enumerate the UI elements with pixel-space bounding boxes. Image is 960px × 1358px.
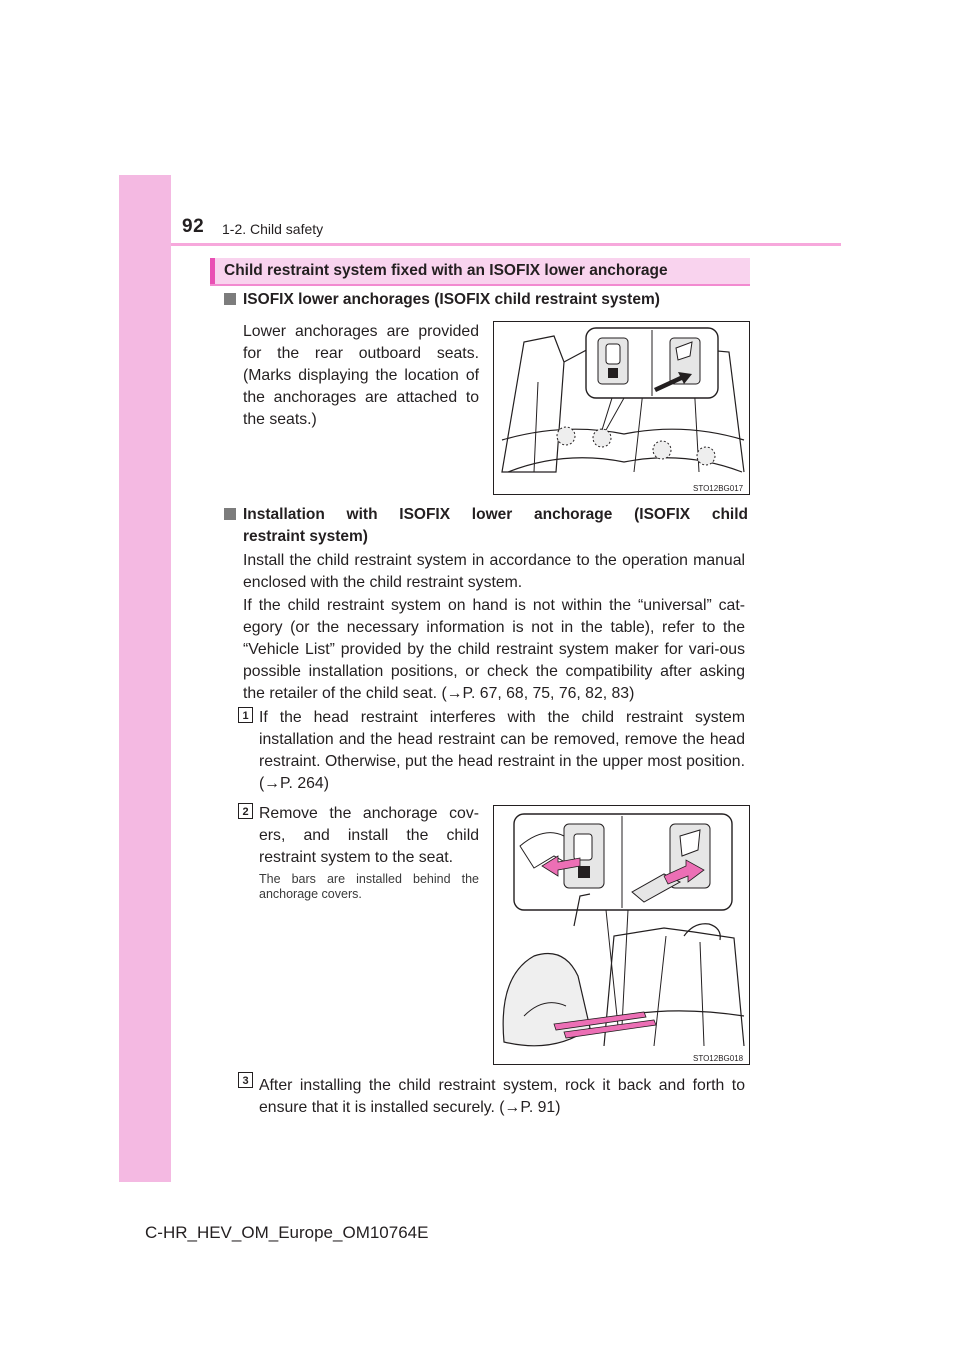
- page-number: 92: [182, 216, 205, 237]
- chapter-side-band: [119, 175, 171, 1182]
- step-2-text: Remove the anchorage cov-ers, and install the child restraint system to the seat.: [259, 805, 479, 866]
- installation-heading-line1: [224, 504, 748, 526]
- square-bullet-icon: [224, 293, 236, 305]
- section-title: Child restraint system fixed with an ISOFIX lower anchorage: [224, 262, 668, 279]
- universal-note: If the child restraint system on hand is not within the “universal” cat-egory (or the necessary information is not in the table), refer to the “Vehicle List” provided by the child restraint system maker for vari-ous possible installation positions, or check the compatibility after asking the retailer of the child seat. (→P. 67, 68, 75, 76, 82, 83): [243, 597, 745, 702]
- figure-code: STO12BG017: [693, 484, 744, 493]
- step-3-text: After installing the child restraint system, rock it back and forth to ensure that it is installed securely. (→P. 91): [259, 1077, 745, 1116]
- step-2-note: The bars are installed behind the anchorage covers.: [259, 872, 479, 901]
- isofix-heading: [224, 289, 660, 311]
- isofix-anchor-figure: [493, 321, 750, 495]
- install-child-seat-figure: [493, 805, 750, 1065]
- installation-heading-text: Installation with ISOFIX lower anchorage (ISOFIX child: [243, 506, 748, 523]
- child-seat-installation-illustration: [494, 806, 751, 1066]
- step-number-2: 2: [238, 803, 253, 819]
- installation-intro: Install the child restraint system in accordance to the operation manual enclosed with the child restraint system.: [243, 552, 745, 591]
- step-number-3: 3: [238, 1072, 253, 1088]
- isofix-heading-text: ISOFIX lower anchorages (ISOFIX child restraint system): [243, 291, 660, 308]
- rear-seat-anchor-illustration: [494, 322, 751, 496]
- isofix-body: Lower anchorages are provided for the rear outboard seats. (Marks displaying the location of the anchorages are attached to the seats.): [243, 323, 479, 428]
- document-code-footer: C-HR_HEV_OM_Europe_OM10764E: [145, 1223, 429, 1242]
- section-running-head: 1-2. Child safety: [222, 221, 324, 237]
- step-number-1: 1: [238, 707, 253, 723]
- figure-code: STO12BG018: [693, 1054, 744, 1063]
- installation-heading-line2: restraint system): [243, 528, 368, 545]
- section-title-bar: [210, 258, 750, 286]
- step-1-text: If the head restraint interferes with the child restraint system installation and the head restraint can be removed, remove the head restraint. Otherwise, put the head restraint in the upper most position. (→P. 264): [259, 709, 745, 792]
- header-rule: [171, 243, 841, 246]
- square-bullet-icon: [224, 508, 236, 520]
- section-title-accent: [210, 258, 215, 284]
